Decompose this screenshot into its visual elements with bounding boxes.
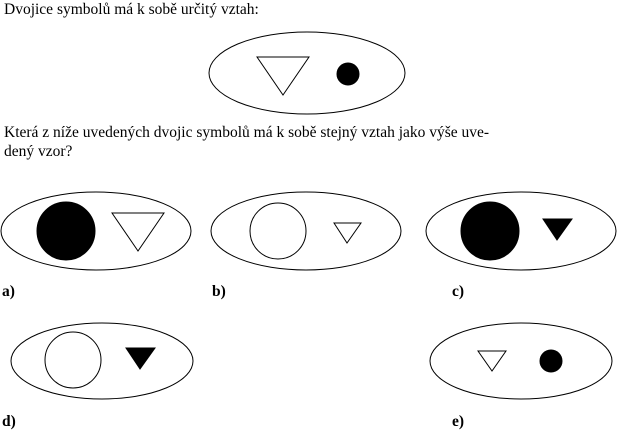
option-d-label: d)	[2, 413, 16, 430]
example-figure	[206, 29, 408, 117]
option-b-figure	[210, 191, 405, 271]
option-b-circle-white-large	[250, 203, 306, 259]
example-circle-black	[337, 63, 359, 85]
option-a-circle-black-large	[37, 202, 95, 260]
option-a-figure	[0, 191, 195, 271]
option-b-label: b)	[212, 283, 226, 300]
prompt-line-2b: dený vzor?	[4, 143, 73, 160]
option-c-ellipse	[426, 192, 616, 270]
option-d-figure	[10, 322, 196, 400]
option-e-circle-black-small	[540, 350, 562, 372]
option-e-label: e)	[452, 413, 465, 430]
prompt-line-1: Dvojice symbolů má k sobě určitý vztah:	[4, 1, 259, 18]
option-c-circle-black-large	[461, 202, 519, 260]
option-d-circle-white-large	[45, 332, 101, 388]
option-a-label: a)	[2, 283, 15, 300]
option-c-figure	[425, 191, 617, 271]
option-a-ellipse	[1, 192, 191, 270]
option-e-figure	[429, 322, 615, 400]
option-c-label: c)	[452, 283, 465, 300]
option-d-ellipse	[11, 323, 193, 399]
example-ellipse	[209, 32, 405, 114]
option-e-ellipse	[430, 323, 612, 399]
prompt-line-2a: Která z níže uvedených dvojic symbolů má k sobě stejný vztah jako výše uve-	[4, 124, 490, 141]
